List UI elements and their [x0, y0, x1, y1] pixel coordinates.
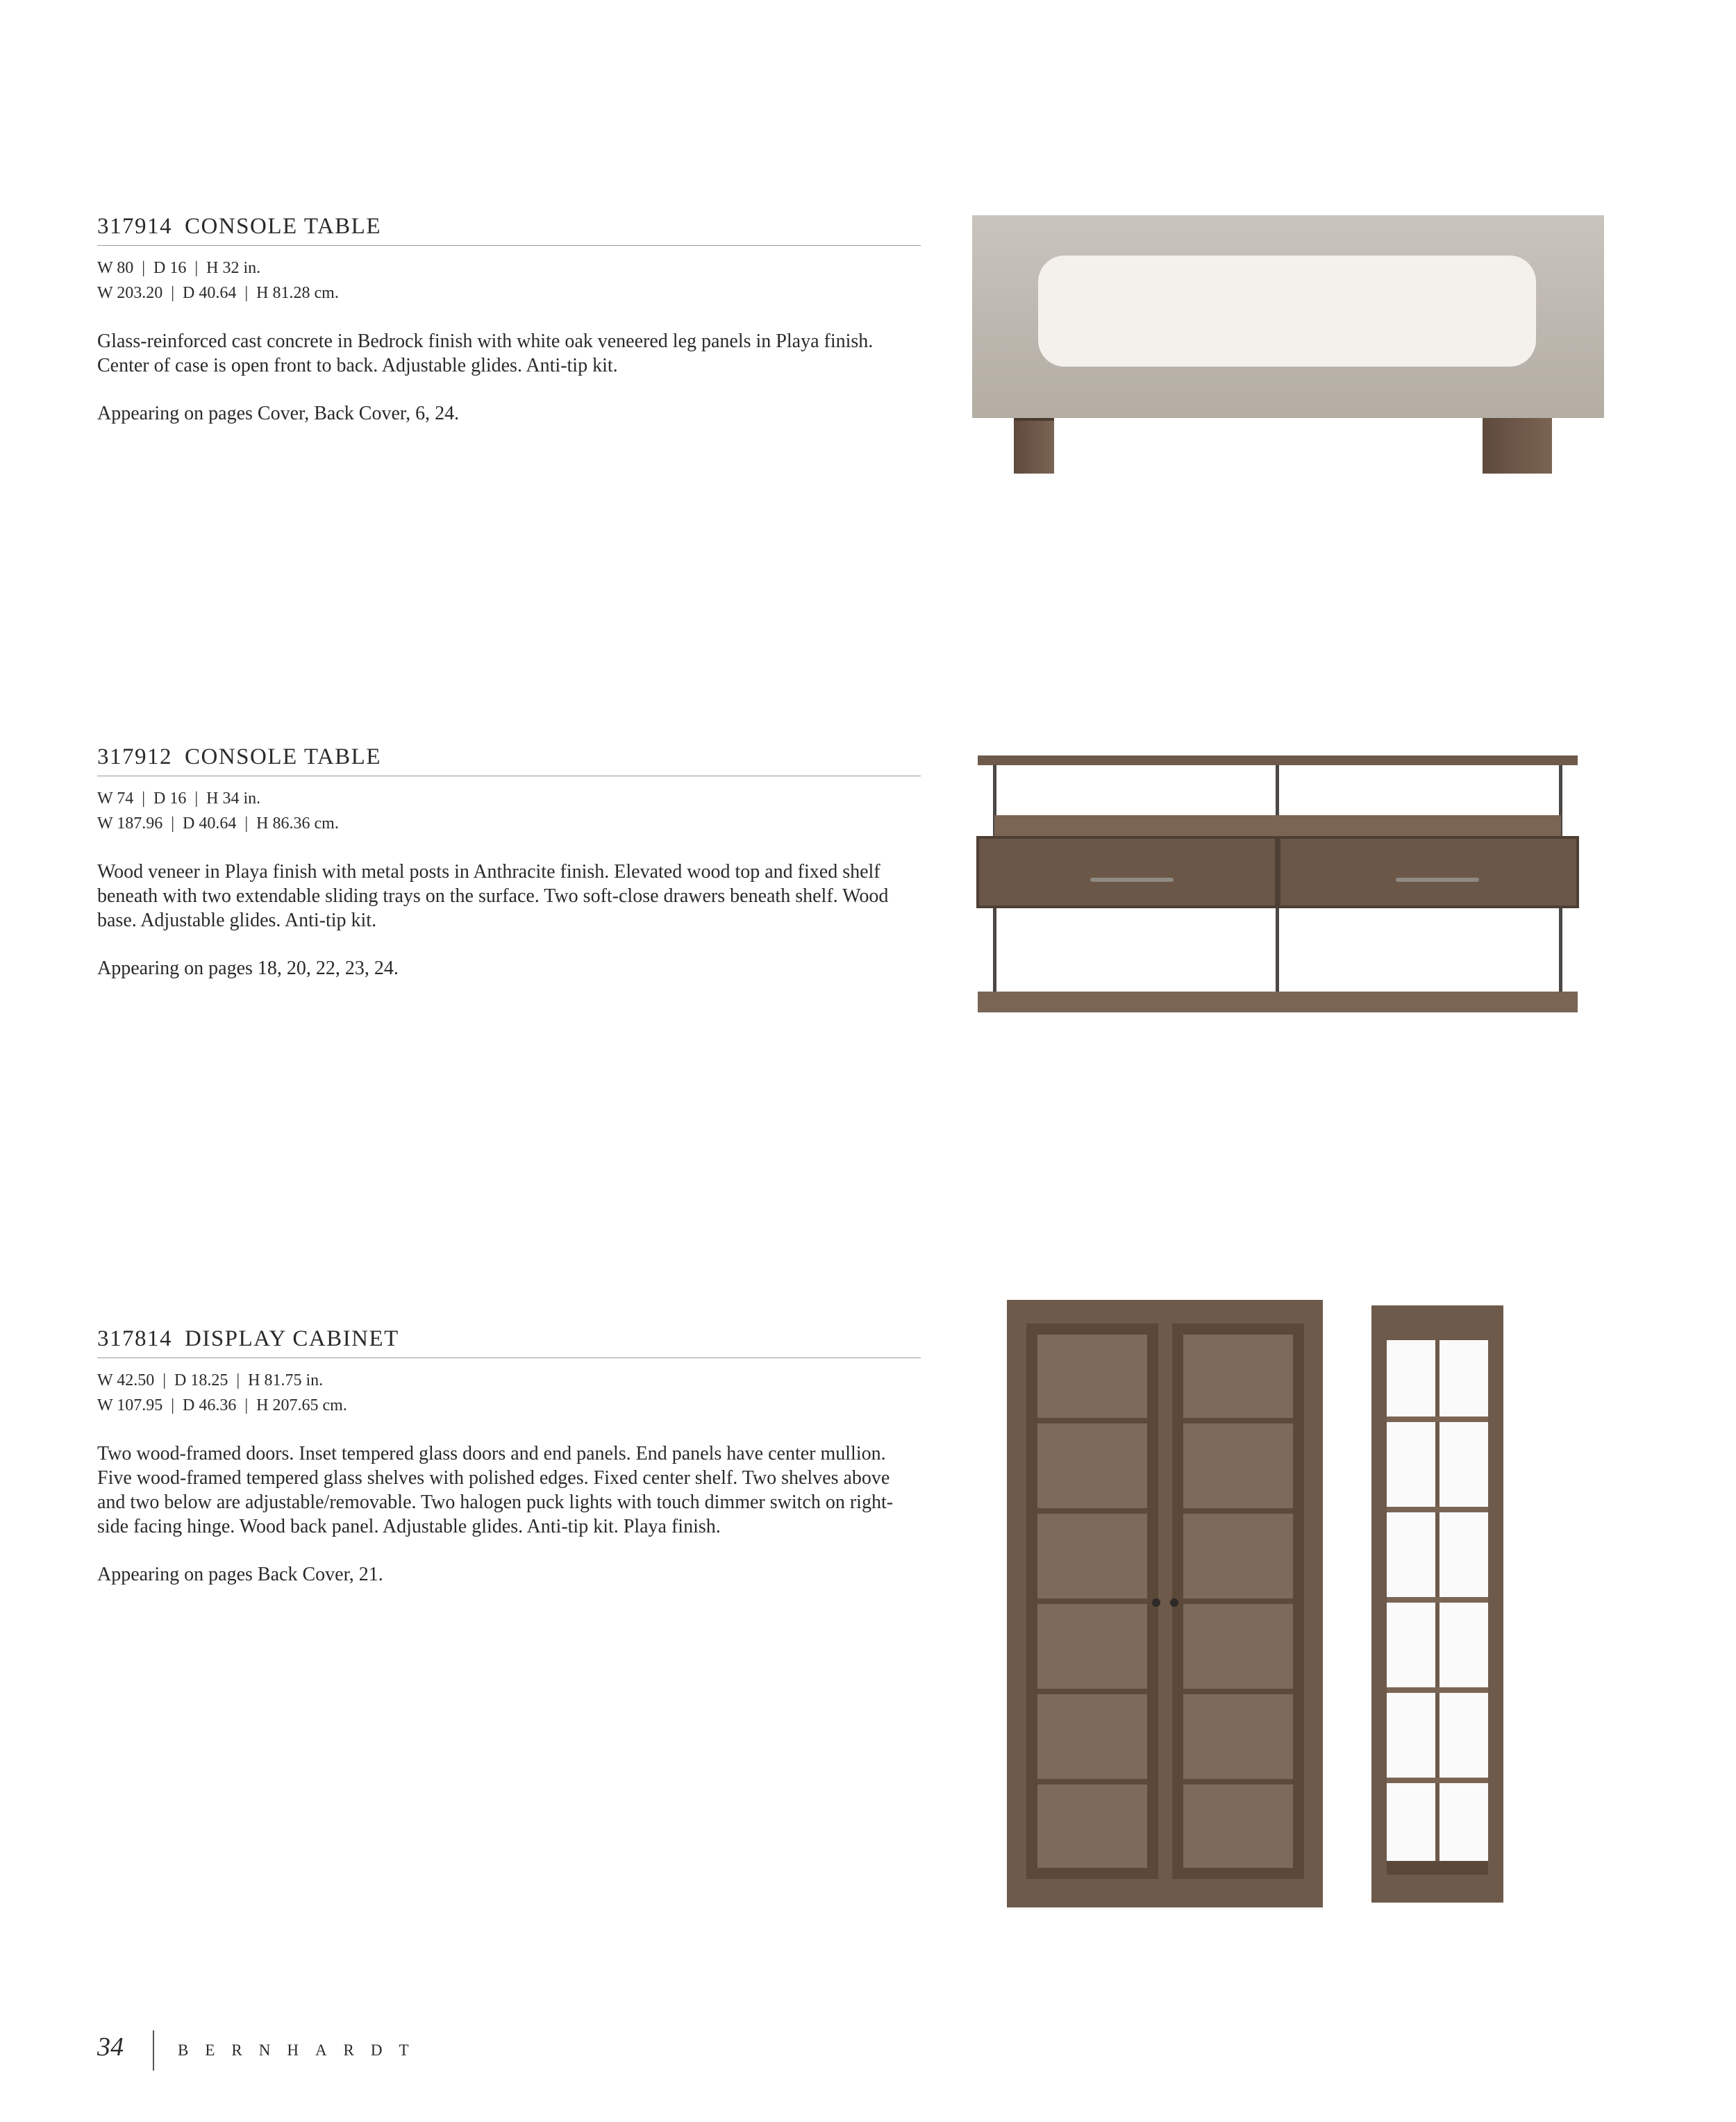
product-name: CONSOLE TABLE — [185, 744, 382, 769]
console-table-concrete-image — [972, 215, 1604, 479]
appearing-pages: Appearing on pages Back Cover, 21. — [97, 1564, 383, 1585]
dimensions-cm: W 203.20 | D 40.64 | H 81.28 cm. — [97, 284, 339, 302]
product-code: 317814 — [97, 1326, 172, 1351]
dimensions-cm: W 187.96 | D 40.64 | H 86.36 cm. — [97, 814, 339, 833]
appearing-pages: Appearing on pages 18, 20, 22, 23, 24. — [97, 958, 399, 979]
footer-divider — [153, 2030, 154, 2071]
display-cabinet-front-image — [1007, 1300, 1323, 1907]
dimensions-inches: W 80 | D 16 | H 32 in. — [97, 259, 261, 277]
product-description: Glass-reinforced cast concrete in Bedrock finish with white oak veneered leg panels in Playa finish. Center of case is open front to back. Adjustable glides. Anti-tip kit. — [97, 331, 874, 376]
product-code: 317912 — [97, 744, 172, 769]
dimensions-inches: W 74 | D 16 | H 34 in. — [97, 790, 261, 808]
product-317912 — [97, 744, 921, 980]
product-317914 — [97, 214, 921, 426]
product-description: Wood veneer in Playa finish with metal posts in Anthracite finish. Elevated wood top and fixed shelf beneath with two extendable sliding trays on the surface. Two soft-close drawers beneath shelf. Wood base. Adjustable glides. Anti-tip kit. — [97, 861, 889, 931]
product-code: 317914 — [97, 214, 172, 239]
display-cabinet-side-image — [1371, 1305, 1503, 1903]
appearing-pages: Appearing on pages Cover, Back Cover, 6, 24. — [97, 403, 460, 424]
product-description: Two wood-framed doors. Inset tempered glass doors and end panels. End panels have center mullion. Five wood-framed tempered glass shelves with polished edges. Fixed center shelf. Two shelves above and two below are adjustable/removable. Two halogen puck lights with touch dimmer switch on right-side facing hinge. Wood back panel. Adjustable glides. Anti-tip kit. Playa finish. — [97, 1443, 894, 1537]
dimensions — [97, 1368, 921, 1418]
product-name: CONSOLE TABLE — [185, 214, 382, 239]
product-name: DISPLAY CABINET — [185, 1326, 399, 1351]
page-number: 34 — [97, 2032, 124, 2062]
dimensions — [97, 786, 921, 836]
console-table-wood-image — [972, 755, 1583, 1019]
product-title — [97, 214, 921, 246]
product-title — [97, 744, 921, 776]
dimensions-cm: W 107.95 | D 46.36 | H 207.65 cm. — [97, 1396, 347, 1414]
product-title — [97, 1326, 921, 1358]
brand-name: BERNHARDT — [178, 2041, 426, 2059]
dimensions-inches: W 42.50 | D 18.25 | H 81.75 in. — [97, 1371, 324, 1389]
dimensions — [97, 256, 921, 306]
product-317814 — [97, 1326, 921, 1587]
